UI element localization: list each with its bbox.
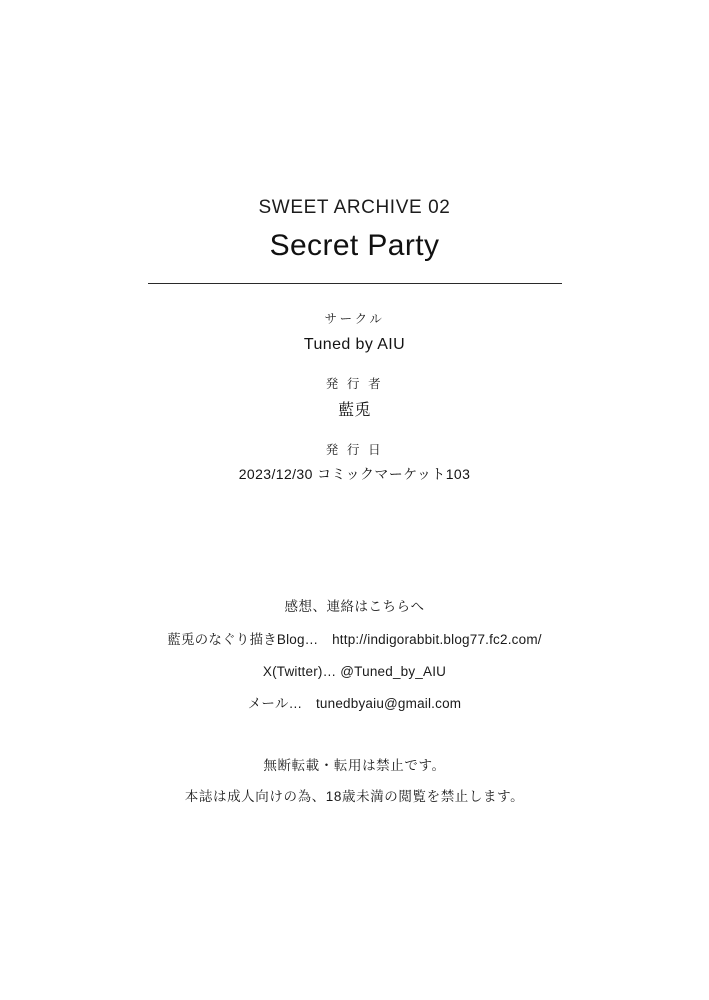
title-divider — [148, 283, 562, 284]
credits-block — [0, 311, 709, 486]
title-block — [0, 196, 709, 284]
notices-block — [0, 756, 709, 807]
credit-group-author — [0, 376, 709, 423]
credit-label-circle: サークル — [324, 311, 385, 326]
contact-line-blog: 藍兎のなぐり描きBlog… http://indigorabbit.blog77.fc2.com/ — [167, 631, 542, 647]
notice-line-reprint: 無断転載・転用は禁止です。 — [263, 758, 446, 774]
contact-block — [0, 597, 709, 714]
credit-value-author: 藍兎 — [338, 401, 371, 419]
notice-line-age: 本誌は成人向けの為、18歳未満の閲覧を禁止します。 — [184, 788, 525, 804]
contact-line-twitter: X(Twitter)… @Tuned_by_AIU — [262, 663, 447, 679]
page-title: Secret Party — [269, 228, 440, 262]
credit-label-author: 発 行 者 — [325, 377, 384, 392]
credit-group-circle — [0, 311, 709, 358]
contact-heading: 感想、連絡はこちらへ — [284, 599, 425, 615]
credit-value-circle: Tuned by AIU — [303, 336, 406, 354]
credit-value-date: 2023/12/30 コミックマーケット103 — [238, 466, 471, 483]
series-title: SWEET ARCHIVE 02 — [258, 197, 451, 218]
contact-line-mail: メール… tunedbyaiu@gmail.com — [247, 696, 462, 711]
credit-label-date: 発 行 日 — [325, 442, 384, 457]
credit-group-date — [0, 442, 709, 486]
